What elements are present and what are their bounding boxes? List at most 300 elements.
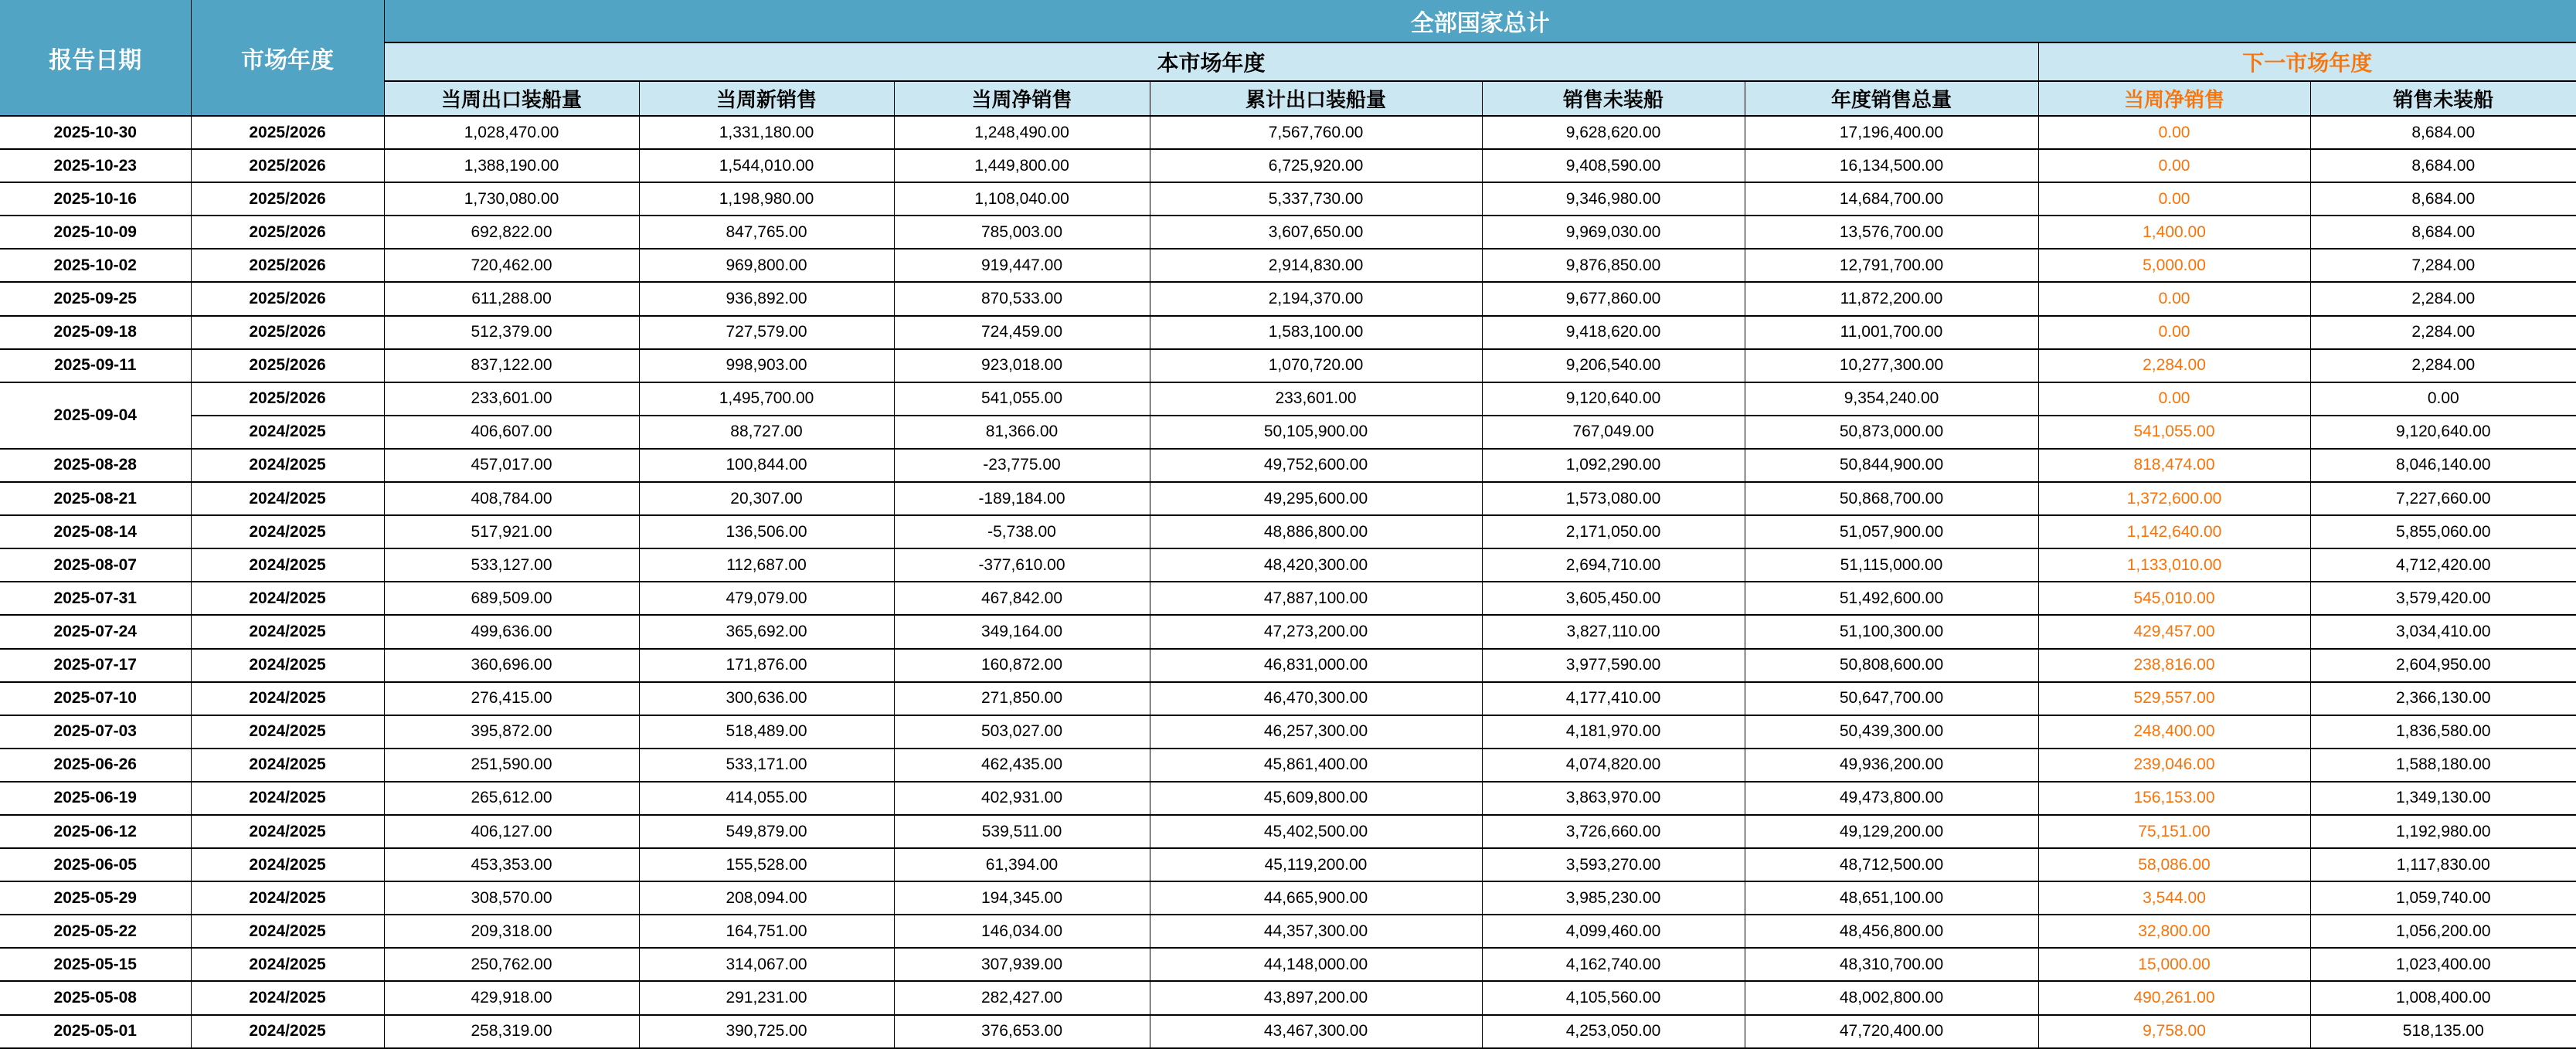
value-cell: 8,684.00	[2310, 216, 2576, 249]
value-cell: 44,148,000.00	[1150, 948, 1482, 981]
value-cell: 818,474.00	[2038, 449, 2310, 482]
report-date-cell: 2025-08-28	[0, 449, 191, 482]
value-cell: 146,034.00	[894, 915, 1150, 948]
value-cell: 408,784.00	[384, 482, 639, 515]
value-cell: 75,151.00	[2038, 815, 2310, 848]
value-cell: 3,863,970.00	[1482, 782, 1745, 815]
market-year-cell: 2024/2025	[191, 749, 384, 782]
market-year-cell: 2024/2025	[191, 548, 384, 582]
value-cell: 50,105,900.00	[1150, 416, 1482, 449]
value-cell: 1,108,040.00	[894, 182, 1150, 216]
table-row	[0, 416, 2576, 449]
table-row	[0, 249, 2576, 282]
value-cell: 2,284.00	[2310, 282, 2576, 315]
value-cell: 265,612.00	[384, 782, 639, 815]
market-year-cell: 2024/2025	[191, 449, 384, 482]
value-cell: 1,070,720.00	[1150, 349, 1482, 382]
table-row	[0, 815, 2576, 848]
report-date-cell: 2025-07-10	[0, 682, 191, 715]
value-cell: 1,056,200.00	[2310, 915, 2576, 948]
value-cell: 276,415.00	[384, 682, 639, 715]
table-title: 全部国家总计	[384, 0, 2576, 42]
value-cell: 3,607,650.00	[1150, 216, 1482, 249]
value-cell: 5,000.00	[2038, 249, 2310, 282]
value-cell: 233,601.00	[384, 382, 639, 416]
value-cell: 9,120,640.00	[1482, 382, 1745, 416]
report-date-cell: 2025-05-22	[0, 915, 191, 948]
report-date-cell: 2025-05-15	[0, 948, 191, 981]
report-date-cell: 2025-10-30	[0, 116, 191, 149]
value-cell: 406,607.00	[384, 416, 639, 449]
value-cell: 402,931.00	[894, 782, 1150, 815]
value-cell: 9,418,620.00	[1482, 316, 1745, 349]
value-cell: 136,506.00	[639, 515, 894, 548]
value-cell: 0.00	[2038, 316, 2310, 349]
value-cell: 46,470,300.00	[1150, 682, 1482, 715]
value-cell: 11,001,700.00	[1745, 316, 2038, 349]
table-row	[0, 682, 2576, 715]
value-cell: 50,873,000.00	[1745, 416, 2038, 449]
value-cell: 429,918.00	[384, 981, 639, 1014]
value-cell: 9,628,620.00	[1482, 116, 1745, 149]
market-year-cell: 2024/2025	[191, 482, 384, 515]
value-cell: 8,684.00	[2310, 182, 2576, 216]
value-cell: 1,092,290.00	[1482, 449, 1745, 482]
value-cell: 1,248,490.00	[894, 116, 1150, 149]
market-year-cell: 2024/2025	[191, 715, 384, 749]
value-cell: 539,511.00	[894, 815, 1150, 848]
value-cell: 785,003.00	[894, 216, 1150, 249]
value-cell: 503,027.00	[894, 715, 1150, 749]
value-cell: 9,120,640.00	[2310, 416, 2576, 449]
value-cell: 45,402,500.00	[1150, 815, 1482, 848]
market-year-cell: 2025/2026	[191, 382, 384, 416]
report-date-cell: 2025-07-24	[0, 615, 191, 648]
value-cell: 3,985,230.00	[1482, 881, 1745, 915]
market-year-cell: 2024/2025	[191, 416, 384, 449]
value-cell: 365,692.00	[639, 615, 894, 648]
value-cell: 1,028,470.00	[384, 116, 639, 149]
table-row	[0, 948, 2576, 981]
value-cell: 969,800.00	[639, 249, 894, 282]
value-cell: 545,010.00	[2038, 582, 2310, 615]
report-date-cell: 2025-05-29	[0, 881, 191, 915]
value-cell: 517,921.00	[384, 515, 639, 548]
report-date-cell: 2025-08-14	[0, 515, 191, 548]
value-cell: 0.00	[2038, 116, 2310, 149]
value-cell: 0.00	[2038, 382, 2310, 416]
value-cell: 49,129,200.00	[1745, 815, 2038, 848]
market-year-cell: 2024/2025	[191, 515, 384, 548]
value-cell: 847,765.00	[639, 216, 894, 249]
value-cell: 4,177,410.00	[1482, 682, 1745, 715]
value-cell: 7,567,760.00	[1150, 116, 1482, 149]
value-cell: 15,000.00	[2038, 948, 2310, 981]
value-cell: 0.00	[2310, 382, 2576, 416]
value-cell: 14,684,700.00	[1745, 182, 2038, 216]
report-date-cell: 2025-09-18	[0, 316, 191, 349]
value-cell: 1,836,580.00	[2310, 715, 2576, 749]
value-cell: 46,257,300.00	[1150, 715, 1482, 749]
value-cell: 2,284.00	[2310, 316, 2576, 349]
value-cell: 16,134,500.00	[1745, 149, 2038, 182]
value-cell: 4,162,740.00	[1482, 948, 1745, 981]
value-cell: 48,310,700.00	[1745, 948, 2038, 981]
value-cell: 541,055.00	[894, 382, 1150, 416]
value-cell: 1,583,100.00	[1150, 316, 1482, 349]
report-date-cell: 2025-06-05	[0, 848, 191, 881]
value-cell: 919,447.00	[894, 249, 1150, 282]
value-cell: 9,969,030.00	[1482, 216, 1745, 249]
value-cell: 720,462.00	[384, 249, 639, 282]
value-cell: 360,696.00	[384, 649, 639, 682]
value-cell: 307,939.00	[894, 948, 1150, 981]
value-cell: 208,094.00	[639, 881, 894, 915]
col-header-cumulative-export-shipments: 累计出口装船量	[1150, 81, 1482, 116]
value-cell: 45,119,200.00	[1150, 848, 1482, 881]
table-row	[0, 182, 2576, 216]
value-cell: 251,590.00	[384, 749, 639, 782]
value-cell: 48,712,500.00	[1745, 848, 2038, 881]
market-year-header: 市场年度	[191, 0, 384, 116]
value-cell: 4,712,420.00	[2310, 548, 2576, 582]
next-market-year-group-header: 下一市场年度	[2038, 42, 2576, 81]
value-cell: 20,307.00	[639, 482, 894, 515]
value-cell: 9,354,240.00	[1745, 382, 2038, 416]
market-year-cell: 2024/2025	[191, 782, 384, 815]
value-cell: 1,544,010.00	[639, 149, 894, 182]
value-cell: 414,055.00	[639, 782, 894, 815]
table-row	[0, 582, 2576, 615]
value-cell: 171,876.00	[639, 649, 894, 682]
table-row	[0, 116, 2576, 149]
col-header-next-sales-not-shipped: 销售未装船	[2310, 81, 2576, 116]
value-cell: 6,725,920.00	[1150, 149, 1482, 182]
table-row	[0, 649, 2576, 682]
value-cell: 3,544.00	[2038, 881, 2310, 915]
value-cell: 10,277,300.00	[1745, 349, 2038, 382]
value-cell: 1,142,640.00	[2038, 515, 2310, 548]
value-cell: 2,914,830.00	[1150, 249, 1482, 282]
value-cell: 51,100,300.00	[1745, 615, 2038, 648]
value-cell: 936,892.00	[639, 282, 894, 315]
table-row	[0, 981, 2576, 1014]
report-date-cell: 2025-06-19	[0, 782, 191, 815]
value-cell: 1,059,740.00	[2310, 881, 2576, 915]
value-cell: 233,601.00	[1150, 382, 1482, 416]
header-row-groups	[0, 42, 2576, 81]
market-year-cell: 2025/2026	[191, 349, 384, 382]
value-cell: 462,435.00	[894, 749, 1150, 782]
value-cell: 4,099,460.00	[1482, 915, 1745, 948]
value-cell: 692,822.00	[384, 216, 639, 249]
value-cell: 46,831,000.00	[1150, 649, 1482, 682]
table-row	[0, 316, 2576, 349]
value-cell: 349,164.00	[894, 615, 1150, 648]
value-cell: 3,605,450.00	[1482, 582, 1745, 615]
value-cell: 727,579.00	[639, 316, 894, 349]
value-cell: 1,449,800.00	[894, 149, 1150, 182]
value-cell: 8,684.00	[2310, 149, 2576, 182]
value-cell: 160,872.00	[894, 649, 1150, 682]
value-cell: 1,192,980.00	[2310, 815, 2576, 848]
report-date-cell: 2025-09-04	[0, 382, 191, 449]
value-cell: 50,808,600.00	[1745, 649, 2038, 682]
value-cell: 549,879.00	[639, 815, 894, 848]
value-cell: 2,194,370.00	[1150, 282, 1482, 315]
value-cell: 47,887,100.00	[1150, 582, 1482, 615]
value-cell: 9,758.00	[2038, 1015, 2310, 1048]
value-cell: 3,977,590.00	[1482, 649, 1745, 682]
value-cell: 81,366.00	[894, 416, 1150, 449]
value-cell: 45,861,400.00	[1150, 749, 1482, 782]
value-cell: 49,473,800.00	[1745, 782, 2038, 815]
value-cell: 2,604,950.00	[2310, 649, 2576, 682]
value-cell: 9,876,850.00	[1482, 249, 1745, 282]
value-cell: 390,725.00	[639, 1015, 894, 1048]
value-cell: 4,074,820.00	[1482, 749, 1745, 782]
value-cell: 7,227,660.00	[2310, 482, 2576, 515]
report-date-cell: 2025-09-25	[0, 282, 191, 315]
current-market-year-group-header: 本市场年度	[384, 42, 2038, 81]
value-cell: 155,528.00	[639, 848, 894, 881]
value-cell: 767,049.00	[1482, 416, 1745, 449]
table-row	[0, 349, 2576, 382]
value-cell: 998,903.00	[639, 349, 894, 382]
market-year-cell: 2025/2026	[191, 249, 384, 282]
value-cell: 395,872.00	[384, 715, 639, 749]
market-year-cell: 2025/2026	[191, 182, 384, 216]
value-cell: 4,253,050.00	[1482, 1015, 1745, 1048]
table-row	[0, 848, 2576, 881]
table-row	[0, 749, 2576, 782]
value-cell: 1,349,130.00	[2310, 782, 2576, 815]
value-cell: 1,388,190.00	[384, 149, 639, 182]
col-header-next-weekly-net-sales: 当周净销售	[2038, 81, 2310, 116]
table-row	[0, 449, 2576, 482]
value-cell: 533,127.00	[384, 548, 639, 582]
value-cell: 156,153.00	[2038, 782, 2310, 815]
market-year-cell: 2025/2026	[191, 282, 384, 315]
value-cell: -377,610.00	[894, 548, 1150, 582]
value-cell: -189,184.00	[894, 482, 1150, 515]
report-date-cell: 2025-06-12	[0, 815, 191, 848]
table-row	[0, 482, 2576, 515]
value-cell: 12,791,700.00	[1745, 249, 2038, 282]
market-year-cell: 2024/2025	[191, 649, 384, 682]
value-cell: 291,231.00	[639, 981, 894, 1014]
value-cell: 1,198,980.00	[639, 182, 894, 216]
market-year-cell: 2025/2026	[191, 149, 384, 182]
report-date-cell: 2025-08-07	[0, 548, 191, 582]
value-cell: 518,489.00	[639, 715, 894, 749]
value-cell: 3,579,420.00	[2310, 582, 2576, 615]
value-cell: 282,427.00	[894, 981, 1150, 1014]
value-cell: 1,372,600.00	[2038, 482, 2310, 515]
value-cell: 300,636.00	[639, 682, 894, 715]
value-cell: 43,467,300.00	[1150, 1015, 1482, 1048]
value-cell: 4,105,560.00	[1482, 981, 1745, 1014]
value-cell: 541,055.00	[2038, 416, 2310, 449]
value-cell: 9,346,980.00	[1482, 182, 1745, 216]
value-cell: 100,844.00	[639, 449, 894, 482]
table-row	[0, 548, 2576, 582]
table-row	[0, 216, 2576, 249]
value-cell: 13,576,700.00	[1745, 216, 2038, 249]
value-cell: 1,008,400.00	[2310, 981, 2576, 1014]
report-date-cell: 2025-07-31	[0, 582, 191, 615]
value-cell: 44,357,300.00	[1150, 915, 1482, 948]
value-cell: 611,288.00	[384, 282, 639, 315]
value-cell: 3,827,110.00	[1482, 615, 1745, 648]
market-year-cell: 2024/2025	[191, 948, 384, 981]
value-cell: 4,181,970.00	[1482, 715, 1745, 749]
value-cell: 453,353.00	[384, 848, 639, 881]
value-cell: 50,439,300.00	[1745, 715, 2038, 749]
value-cell: 3,593,270.00	[1482, 848, 1745, 881]
value-cell: 3,726,660.00	[1482, 815, 1745, 848]
value-cell: 49,936,200.00	[1745, 749, 2038, 782]
value-cell: 518,135.00	[2310, 1015, 2576, 1048]
market-year-cell: 2024/2025	[191, 981, 384, 1014]
col-header-weekly-net-sales: 当周净销售	[894, 81, 1150, 116]
market-year-cell: 2024/2025	[191, 1015, 384, 1048]
header-row-columns	[0, 81, 2576, 116]
table-row	[0, 915, 2576, 948]
value-cell: 0.00	[2038, 182, 2310, 216]
value-cell: 112,687.00	[639, 548, 894, 582]
value-cell: 1,730,080.00	[384, 182, 639, 216]
value-cell: 194,345.00	[894, 881, 1150, 915]
report-date-cell: 2025-10-16	[0, 182, 191, 216]
value-cell: 8,684.00	[2310, 116, 2576, 149]
table-row	[0, 1015, 2576, 1048]
value-cell: 47,720,400.00	[1745, 1015, 2038, 1048]
value-cell: 1,588,180.00	[2310, 749, 2576, 782]
value-cell: 47,273,200.00	[1150, 615, 1482, 648]
value-cell: 837,122.00	[384, 349, 639, 382]
table-row	[0, 149, 2576, 182]
col-header-sales-not-shipped: 销售未装船	[1482, 81, 1745, 116]
value-cell: 3,034,410.00	[2310, 615, 2576, 648]
value-cell: -5,738.00	[894, 515, 1150, 548]
table-row	[0, 615, 2576, 648]
report-date-cell: 2025-05-01	[0, 1015, 191, 1048]
value-cell: 61,394.00	[894, 848, 1150, 881]
value-cell: -23,775.00	[894, 449, 1150, 482]
value-cell: 9,408,590.00	[1482, 149, 1745, 182]
report-date-cell: 2025-08-21	[0, 482, 191, 515]
value-cell: 406,127.00	[384, 815, 639, 848]
market-year-cell: 2025/2026	[191, 116, 384, 149]
header-row-title	[0, 0, 2576, 42]
value-cell: 499,636.00	[384, 615, 639, 648]
value-cell: 43,897,200.00	[1150, 981, 1482, 1014]
report-date-cell: 2025-05-08	[0, 981, 191, 1014]
value-cell: 490,261.00	[2038, 981, 2310, 1014]
report-date-cell: 2025-10-23	[0, 149, 191, 182]
market-year-cell: 2025/2026	[191, 316, 384, 349]
col-header-annual-total-sales: 年度销售总量	[1745, 81, 2038, 116]
value-cell: 529,557.00	[2038, 682, 2310, 715]
value-cell: 44,665,900.00	[1150, 881, 1482, 915]
table-row	[0, 515, 2576, 548]
value-cell: 9,206,540.00	[1482, 349, 1745, 382]
value-cell: 1,400.00	[2038, 216, 2310, 249]
value-cell: 689,509.00	[384, 582, 639, 615]
value-cell: 512,379.00	[384, 316, 639, 349]
report-date-cell: 2025-07-03	[0, 715, 191, 749]
col-header-weekly-export-shipments: 当周出口装船量	[384, 81, 639, 116]
report-date-cell: 2025-10-09	[0, 216, 191, 249]
value-cell: 248,400.00	[2038, 715, 2310, 749]
value-cell: 1,331,180.00	[639, 116, 894, 149]
report-date-cell: 2025-06-26	[0, 749, 191, 782]
value-cell: 2,694,710.00	[1482, 548, 1745, 582]
table-row	[0, 282, 2576, 315]
value-cell: 11,872,200.00	[1745, 282, 2038, 315]
value-cell: 0.00	[2038, 282, 2310, 315]
value-cell: 2,171,050.00	[1482, 515, 1745, 548]
value-cell: 1,117,830.00	[2310, 848, 2576, 881]
report-date-cell: 2025-07-17	[0, 649, 191, 682]
col-header-weekly-new-sales: 当周新销售	[639, 81, 894, 116]
table-body	[0, 116, 2576, 1048]
value-cell: 376,653.00	[894, 1015, 1150, 1048]
value-cell: 479,079.00	[639, 582, 894, 615]
table-row	[0, 881, 2576, 915]
report-date-cell: 2025-09-11	[0, 349, 191, 382]
value-cell: 1,133,010.00	[2038, 548, 2310, 582]
value-cell: 45,609,800.00	[1150, 782, 1482, 815]
market-year-cell: 2024/2025	[191, 582, 384, 615]
value-cell: 429,457.00	[2038, 615, 2310, 648]
value-cell: 209,318.00	[384, 915, 639, 948]
value-cell: 48,456,800.00	[1745, 915, 2038, 948]
table-row	[0, 782, 2576, 815]
value-cell: 17,196,400.00	[1745, 116, 2038, 149]
table-row	[0, 382, 2576, 416]
value-cell: 58,086.00	[2038, 848, 2310, 881]
value-cell: 467,842.00	[894, 582, 1150, 615]
value-cell: 88,727.00	[639, 416, 894, 449]
value-cell: 51,492,600.00	[1745, 582, 2038, 615]
value-cell: 271,850.00	[894, 682, 1150, 715]
value-cell: 50,647,700.00	[1745, 682, 2038, 715]
value-cell: 5,337,730.00	[1150, 182, 1482, 216]
table-header	[0, 0, 2576, 116]
value-cell: 923,018.00	[894, 349, 1150, 382]
value-cell: 50,844,900.00	[1745, 449, 2038, 482]
value-cell: 239,046.00	[2038, 749, 2310, 782]
value-cell: 9,677,860.00	[1482, 282, 1745, 315]
value-cell: 250,762.00	[384, 948, 639, 981]
market-year-cell: 2024/2025	[191, 881, 384, 915]
report-date-header: 报告日期	[0, 0, 191, 116]
value-cell: 2,366,130.00	[2310, 682, 2576, 715]
value-cell: 48,886,800.00	[1150, 515, 1482, 548]
market-year-cell: 2024/2025	[191, 915, 384, 948]
value-cell: 32,800.00	[2038, 915, 2310, 948]
value-cell: 1,573,080.00	[1482, 482, 1745, 515]
value-cell: 48,420,300.00	[1150, 548, 1482, 582]
table-row	[0, 715, 2576, 749]
value-cell: 457,017.00	[384, 449, 639, 482]
value-cell: 1,023,400.00	[2310, 948, 2576, 981]
value-cell: 308,570.00	[384, 881, 639, 915]
value-cell: 49,752,600.00	[1150, 449, 1482, 482]
value-cell: 51,115,000.00	[1745, 548, 2038, 582]
